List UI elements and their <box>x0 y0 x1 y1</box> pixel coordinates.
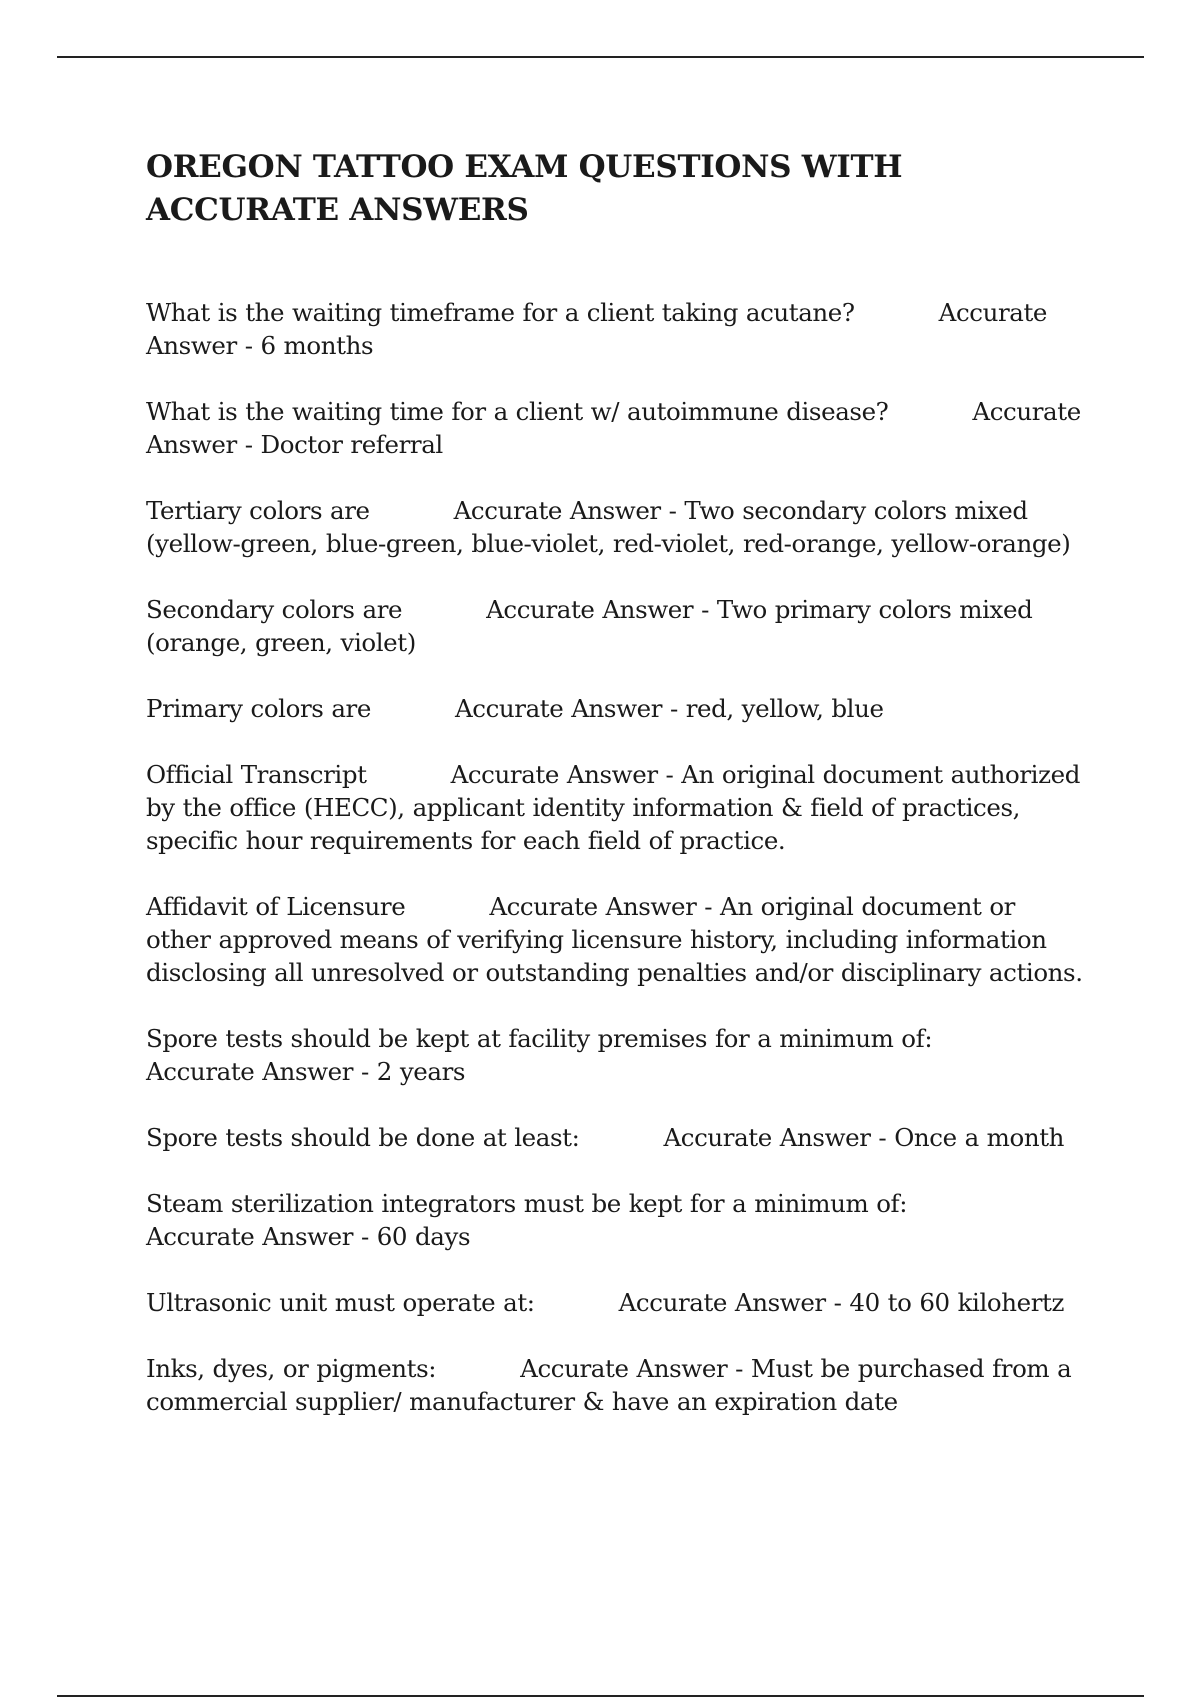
answer-text: Accurate Answer - Must be purchased from a commercial supplier/ manufacturer & have an expiration date <box>146 1354 1072 1416</box>
question-text: What is the waiting timeframe for a client taking acutane? <box>146 298 855 327</box>
answer-text: Accurate Answer - 60 days <box>146 1222 471 1251</box>
answer-text: Accurate Answer - Once a month <box>663 1123 1065 1152</box>
answer-text: Accurate Answer - Two secondary colors mixed (yellow-green, blue-green, blue-violet, red-violet, red-orange, yellow-orange) <box>146 496 1071 558</box>
document-title: OREGON TATTOO EXAM QUESTIONS WITH ACCURATE ANSWERS <box>146 149 903 228</box>
qa-list <box>146 296 1086 1418</box>
qa-item <box>146 692 1086 725</box>
question-text: Inks, dyes, or pigments: <box>146 1354 437 1383</box>
question-text: Spore tests should be done at least: <box>146 1123 580 1152</box>
answer-text: Accurate Answer - 2 years <box>146 1057 466 1086</box>
answer-text: Accurate Answer - An original document or other approved means of verifying licensure history, including information disclosing all unresolved or outstanding penalties and/or disciplinary actions. <box>146 892 1083 987</box>
question-text: Primary colors are <box>146 694 371 723</box>
answer-text: Accurate Answer - 40 to 60 kilohertz <box>618 1288 1065 1317</box>
answer-text: Accurate Answer - Two primary colors mixed (orange, green, violet) <box>146 595 1033 657</box>
question-text: Tertiary colors are <box>146 496 370 525</box>
question-text: Steam sterilization integrators must be kept for a minimum of: <box>146 1189 908 1218</box>
qa-item <box>146 395 1086 461</box>
question-text: Secondary colors are <box>146 595 403 624</box>
qa-item <box>146 494 1086 560</box>
qa-item <box>146 296 1086 362</box>
qa-item <box>146 1022 1086 1088</box>
question-text: Ultrasonic unit must operate at: <box>146 1288 535 1317</box>
answer-text: Accurate Answer - An original document authorized by the office (HECC), applicant identity information & field of practices, specific hour requirements for each field of practice. <box>146 760 1080 855</box>
answer-text: Accurate Answer - 6 months <box>146 298 1048 360</box>
qa-item <box>146 758 1086 857</box>
answer-text: Accurate Answer - red, yellow, blue <box>454 694 884 723</box>
document-body <box>146 146 1086 1451</box>
bottom-rule <box>57 1695 1144 1697</box>
qa-item <box>146 1352 1086 1418</box>
question-text: Spore tests should be kept at facility premises for a minimum of: <box>146 1024 933 1053</box>
qa-item <box>146 1286 1086 1319</box>
answer-text: Accurate Answer - Doctor referral <box>146 397 1081 459</box>
qa-item <box>146 593 1086 659</box>
qa-item <box>146 1121 1086 1154</box>
qa-item <box>146 890 1086 989</box>
top-rule <box>57 56 1144 58</box>
question-text: What is the waiting time for a client w/ autoimmune disease? <box>146 397 889 426</box>
question-text: Official Transcript <box>146 760 367 789</box>
question-text: Affidavit of Licensure <box>146 892 406 921</box>
qa-item <box>146 1187 1086 1253</box>
